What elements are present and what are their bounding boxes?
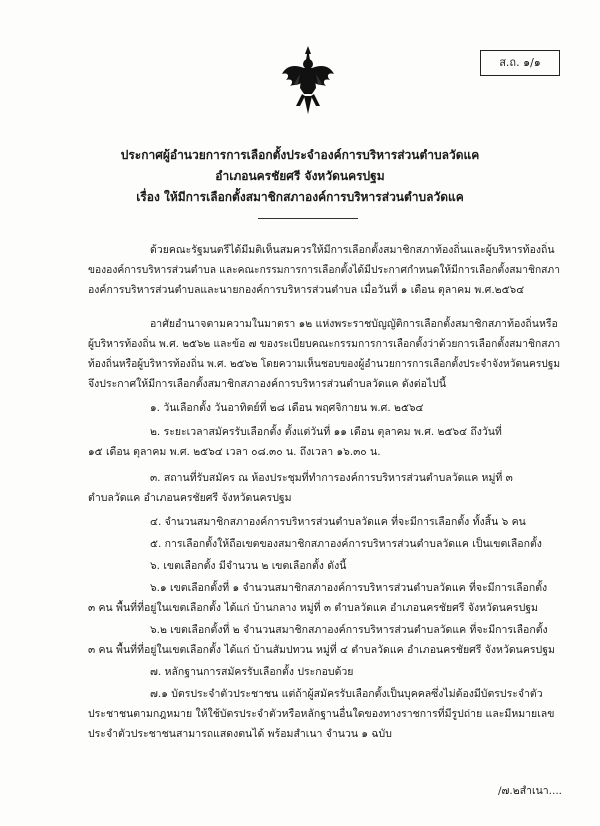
body-line: ด้วยคณะรัฐมนตรีได้มีมติเห็นสมควรให้มีการเลือกตั้งสมาชิกสภาท้องถิ่นและผู้บริหารท้องถิ่น bbox=[150, 244, 555, 256]
list-item: ๗. หลักฐานการสมัครรับเลือกตั้ง ประกอบด้วย bbox=[150, 666, 354, 678]
list-item: ตำบลวัดแค อำเภอนครชัยศรี จังหวัดนครปฐม bbox=[88, 492, 292, 504]
list-item: ๗.๑ บัตรประจำตัวประชาชน แต่ถ้าผู้สมัครรับเลือกตั้งเป็นบุคคลซึ่งไม่ต้องมีบัตรประจำตัว bbox=[150, 688, 543, 700]
list-item: ๖. เขตเลือกตั้ง มีจำนวน ๒ เขตเลือกตั้ง ดังนี้ bbox=[150, 560, 347, 572]
list-item: ๓ คน พื้นที่ที่อยู่ในเขตเลือกตั้ง ได้แก่ บ้านสัมปทวน หมู่ที่ ๔ ตำบลวัดแค อำเภอนครชัยศรี จังหวัดนครปฐม bbox=[88, 644, 555, 656]
body-line: อาศัยอำนาจตามความในมาตรา ๑๒ แห่งพระราชบัญญัติการเลือกตั้งสมาชิกสภาท้องถิ่นหรือ bbox=[150, 318, 558, 330]
list-item: ๖.๑ เขตเลือกตั้งที่ ๑ จำนวนสมาชิกสภาองค์การบริหารส่วนตำบลวัดแค ที่จะมีการเลือกตั้ง bbox=[150, 582, 548, 594]
header-divider bbox=[258, 218, 358, 219]
form-code-box: ส.ถ. ๑/๑ bbox=[480, 50, 560, 76]
announcement-title: ประกาศผู้อำนวยการการเลือกตั้งประจำองค์การบริหารส่วนตำบลวัดแค bbox=[120, 148, 480, 162]
list-item: ๖.๒ เขตเลือกตั้งที่ ๒ จำนวนสมาชิกสภาองค์การบริหารส่วนตำบลวัดแค ที่จะมีการเลือกตั้ง bbox=[150, 624, 548, 636]
body-line: องค์การบริหารส่วนตำบลและนายกองค์การบริหารส่วนตำบล เมื่อวันที่ ๑ เดือน ตุลาคม พ.ศ.๒๕๖๔ bbox=[88, 284, 525, 296]
list-item: ๑. วันเลือกตั้ง วันอาทิตย์ที่ ๒๘ เดือน พฤศจิกายน พ.ศ. ๒๕๖๔ bbox=[150, 402, 424, 414]
announcement-subject: เรื่อง ให้มีการเลือกตั้งสมาชิกสภาองค์การบริหารส่วนตำบลวัดแค bbox=[136, 190, 464, 204]
body-line: ขององค์การบริหารส่วนตำบล และคณะกรรมการการเลือกตั้งได้มีประกาศกำหนดให้มีการเลือกตั้งสมาชิกสภา bbox=[88, 264, 560, 276]
body-line: ผู้บริหารท้องถิ่น พ.ศ. ๒๕๖๒ และข้อ ๗ ของระเบียบคณะกรรมการการเลือกตั้งว่าด้วยการเลือกตั้งสมาชิกสภา bbox=[88, 338, 561, 350]
list-item: ๓ คน พื้นที่ที่อยู่ในเขตเลือกตั้ง ได้แก่ บ้านกลาง หมู่ที่ ๓ ตำบลวัดแค อำเภอนครชัยศรี จังหวัดนครปฐม bbox=[88, 602, 538, 614]
list-item: ๓. สถานที่รับสมัคร ณ ห้องประชุมที่ทำการองค์การบริหารส่วนตำบลวัดแค หมู่ที่ ๓ bbox=[150, 472, 513, 484]
list-item: ประชาชนตามกฎหมาย ให้ใช้บัตรประจำตัวหรือหลักฐานอื่นใดของทางราชการที่มีรูปถ่าย และมีหมายเลข bbox=[88, 708, 555, 720]
list-item: ๕. การเลือกตั้งให้ถือเขตของสมาชิกสภาองค์การบริหารส่วนตำบลวัดแค เป็นเขตเลือกตั้ง bbox=[150, 538, 542, 550]
continuation-note: /๗.๒สำเนา.... bbox=[498, 785, 563, 797]
body-line: จึงประกาศให้มีการเลือกตั้งสมาชิกสภาองค์การบริหารส่วนตำบลวัดแค ดังต่อไปนี้ bbox=[88, 378, 447, 390]
list-item: ๒. ระยะเวลาสมัครรับเลือกตั้ง ตั้งแต่วันที่ ๑๑ เดือน ตุลาคม พ.ศ. ๒๕๖๔ ถึงวันที่ bbox=[150, 426, 502, 438]
body-line: ท้องถิ่นหรือผู้บริหารท้องถิ่น พ.ศ. ๒๕๖๒ โดยความเห็นชอบของผู้อำนวยการการเลือกตั้งประจำจังหวัดนครปฐม bbox=[88, 358, 561, 370]
list-item: ประจำตัวประชาชนสามารถแสดงตนได้ พร้อมสำเนา จำนวน ๑ ฉบับ bbox=[88, 728, 392, 740]
announcement-location: อำเภอนครชัยศรี จังหวัดนครปฐม bbox=[215, 169, 385, 183]
list-item: ๔. จำนวนสมาชิกสภาองค์การบริหารส่วนตำบลวัดแค ที่จะมีการเลือกตั้ง ทั้งสิ้น ๖ คน bbox=[150, 516, 526, 528]
list-item: ๑๕ เดือน ตุลาคม พ.ศ. ๒๕๖๔ เวลา ๐๘.๓๐ น. ถึงเวลา ๑๖.๓๐ น. bbox=[88, 446, 381, 458]
garuda-emblem-icon bbox=[280, 44, 336, 116]
